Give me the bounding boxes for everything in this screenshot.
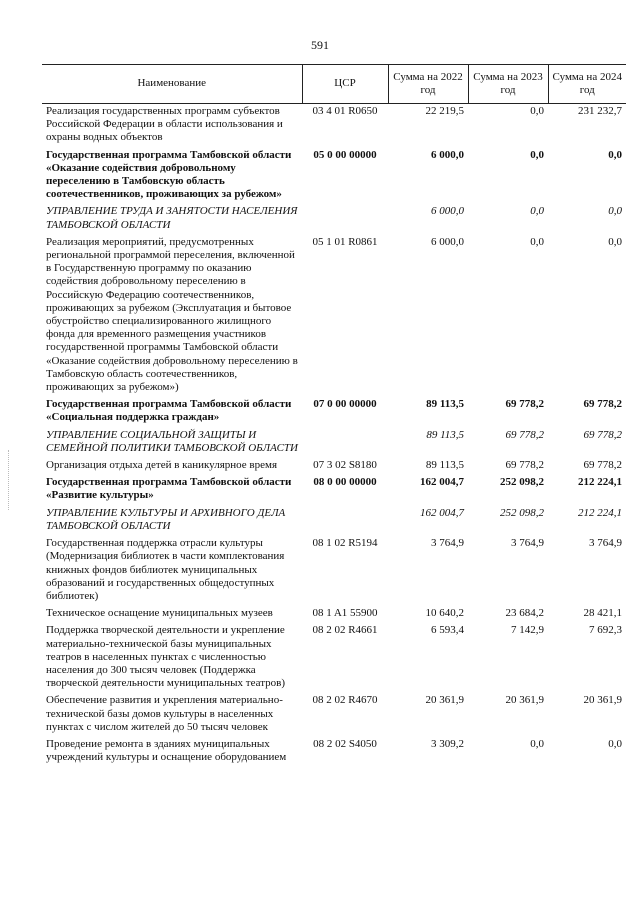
table-row bbox=[42, 506, 626, 536]
row-name-cell: Государственная программа Тамбовской области «Развитие культуры» bbox=[46, 476, 292, 502]
table-body bbox=[42, 104, 626, 768]
row-2022-cell: 162 004,7 bbox=[420, 506, 464, 519]
row-2024-cell: 231 232,7 bbox=[578, 105, 622, 117]
row-2023-cell: 0,0 bbox=[530, 737, 544, 750]
row-2023-cell: 69 778,2 bbox=[505, 398, 544, 411]
row-2024-cell: 7 692,3 bbox=[589, 624, 622, 637]
row-name-cell: Обеспечение развития и укрепления материально-технической базы домов культуры в населенных пунктах с числом жителей до 50 тысяч человек bbox=[46, 694, 283, 733]
row-csr-cell bbox=[302, 506, 388, 536]
row-2022-cell: 10 640,2 bbox=[425, 607, 464, 620]
row-2024-cell: 212 224,1 bbox=[578, 476, 622, 489]
row-2022-cell: 6 593,4 bbox=[431, 624, 464, 637]
row-2022-cell: 162 004,7 bbox=[420, 476, 464, 489]
table-row bbox=[42, 204, 626, 234]
page-number: 591 bbox=[311, 38, 329, 52]
row-2022-cell: 6 000,0 bbox=[431, 235, 464, 248]
header-2023: Сумма на 2023 год bbox=[468, 65, 548, 104]
row-name-cell: Государственная поддержка отрасли культуры (Модернизация библиотек в части комплектования книжных фондов библиотек муниципальных образований и государственных общедоступных библиотек) bbox=[46, 537, 285, 602]
row-csr-cell bbox=[302, 204, 388, 234]
table-row bbox=[42, 458, 626, 475]
row-name-cell: Проведение ремонта в зданиях муниципальных учреждений культуры и оснащение оборудованием bbox=[46, 737, 287, 764]
row-2022-cell: 6 000,0 bbox=[431, 205, 464, 218]
row-2022-cell: 89 113,5 bbox=[425, 459, 464, 472]
row-2023-cell: 69 778,2 bbox=[505, 428, 544, 441]
row-name-cell: УПРАВЛЕНИЕ СОЦИАЛЬНОЙ ЗАЩИТЫ И СЕМЕЙНОЙ ПОЛИТИКИ ТАМБОВСКОЙ ОБЛАСТИ bbox=[46, 428, 298, 454]
row-csr-cell: 08 1 02 R5194 bbox=[312, 537, 378, 550]
header-2022: Сумма на 2022 год bbox=[388, 65, 468, 104]
row-csr-cell: 08 1 A1 55900 bbox=[312, 607, 378, 620]
row-csr-cell: 05 1 01 R0861 bbox=[312, 235, 378, 248]
row-2023-cell: 0,0 bbox=[530, 105, 544, 117]
row-2024-cell: 69 778,2 bbox=[583, 398, 622, 411]
row-2023-cell: 0,0 bbox=[530, 148, 544, 161]
row-2023-cell: 252 098,2 bbox=[500, 506, 544, 519]
row-2022-cell: 3 309,2 bbox=[431, 737, 464, 750]
row-csr-cell: 07 3 02 S8180 bbox=[313, 459, 377, 472]
row-name-cell: Государственная программа Тамбовской области «Оказание содействия добровольному переселению в Тамбовскую область соотечественников, проживающих за рубежом» bbox=[46, 148, 292, 201]
row-2022-cell: 6 000,0 bbox=[431, 148, 464, 161]
row-name-cell: УПРАВЛЕНИЕ КУЛЬТУРЫ И АРХИВНОГО ДЕЛА ТАМБОВСКОЙ ОБЛАСТИ bbox=[46, 506, 286, 532]
row-2024-cell: 3 764,9 bbox=[589, 537, 622, 550]
row-2024-cell: 69 778,2 bbox=[583, 459, 622, 472]
row-2024-cell: 28 421,1 bbox=[583, 607, 622, 620]
row-csr-cell: 08 2 02 R4670 bbox=[312, 694, 378, 707]
table-row bbox=[42, 428, 626, 458]
row-csr-cell: 08 0 00 00000 bbox=[313, 476, 377, 489]
table-row bbox=[42, 104, 626, 148]
row-name-cell: Поддержка творческой деятельности и укрепление материально-технической базы муниципальных театров в населенных пунктах с численностью населения до 300 тысяч человек (Поддержка творческой деятельности муниципальных театров) bbox=[46, 624, 285, 690]
row-2024-cell: 212 224,1 bbox=[578, 506, 622, 519]
row-2024-cell: 20 361,9 bbox=[583, 694, 622, 707]
table-row bbox=[42, 475, 626, 505]
table-row bbox=[42, 235, 626, 397]
row-name-cell: Государственная программа Тамбовской области «Социальная поддержка граждан» bbox=[46, 398, 292, 424]
row-name-cell: Реализация мероприятий, предусмотренных региональной программой переселения, включенной в Государственную программу по оказанию содействия добровольному переселению в Российскую Федерацию соотечественников, проживающих за рубежом (Эксплуатация и бытовое обустройство специализированного жилищного фонда для временного размещения участников государственной программы Тамбовской области «Оказание содействия добровольному переселению в Тамбовскую область соотечественников, проживающих за рубежом») bbox=[46, 235, 298, 394]
row-name-cell: Организация отдыха детей в каникулярное время bbox=[46, 459, 277, 472]
row-csr-cell: 07 0 00 00000 bbox=[313, 398, 377, 411]
row-2024-cell: 0,0 bbox=[608, 148, 622, 161]
budget-table bbox=[42, 64, 626, 767]
row-name-cell: Реализация государственных программ субъектов Российской Федерации в области использования и охраны водных объектов bbox=[46, 105, 283, 144]
row-2022-cell: 89 113,5 bbox=[426, 428, 464, 441]
row-2024-cell: 69 778,2 bbox=[583, 428, 622, 441]
table-row bbox=[42, 397, 626, 427]
row-csr-cell: 05 0 00 00000 bbox=[313, 148, 377, 161]
row-2022-cell: 3 764,9 bbox=[431, 537, 464, 550]
row-name-cell: УПРАВЛЕНИЕ ТРУДА И ЗАНЯТОСТИ НАСЕЛЕНИЯ ТАМБОВСКОЙ ОБЛАСТИ bbox=[46, 205, 298, 231]
row-csr-cell: 08 2 02 S4050 bbox=[313, 737, 377, 750]
row-2022-cell: 22 219,5 bbox=[425, 105, 464, 117]
row-2022-cell: 20 361,9 bbox=[425, 694, 464, 707]
table-row bbox=[42, 606, 626, 623]
row-2023-cell: 252 098,2 bbox=[500, 476, 544, 489]
row-csr-cell: 08 2 02 R4661 bbox=[312, 624, 378, 637]
table-row bbox=[42, 148, 626, 205]
row-2023-cell: 3 764,9 bbox=[511, 537, 544, 550]
row-csr-cell bbox=[302, 428, 388, 458]
row-csr-cell: 03 4 01 R0650 bbox=[312, 105, 378, 117]
row-2023-cell: 0,0 bbox=[530, 205, 544, 218]
row-2024-cell: 0,0 bbox=[608, 205, 622, 218]
row-2024-cell: 0,0 bbox=[608, 737, 622, 750]
table-row bbox=[42, 737, 626, 767]
table-row bbox=[42, 623, 626, 693]
row-2024-cell: 0,0 bbox=[608, 235, 622, 248]
table-header bbox=[42, 65, 626, 104]
header-csr: ЦСР bbox=[302, 65, 388, 104]
header-name: Наименование bbox=[42, 65, 302, 104]
row-2023-cell: 23 684,2 bbox=[505, 607, 544, 620]
table-row bbox=[42, 536, 626, 606]
header-2024: Сумма на 2024 год bbox=[548, 65, 626, 104]
row-2023-cell: 20 361,9 bbox=[505, 694, 544, 707]
margin-mark bbox=[8, 450, 11, 510]
row-2023-cell: 0,0 bbox=[530, 235, 544, 248]
row-2022-cell: 89 113,5 bbox=[426, 398, 464, 411]
row-name-cell: Техническое оснащение муниципальных музеев bbox=[46, 607, 273, 620]
row-2023-cell: 69 778,2 bbox=[505, 459, 544, 472]
table-row bbox=[42, 693, 626, 737]
row-2023-cell: 7 142,9 bbox=[511, 624, 544, 637]
